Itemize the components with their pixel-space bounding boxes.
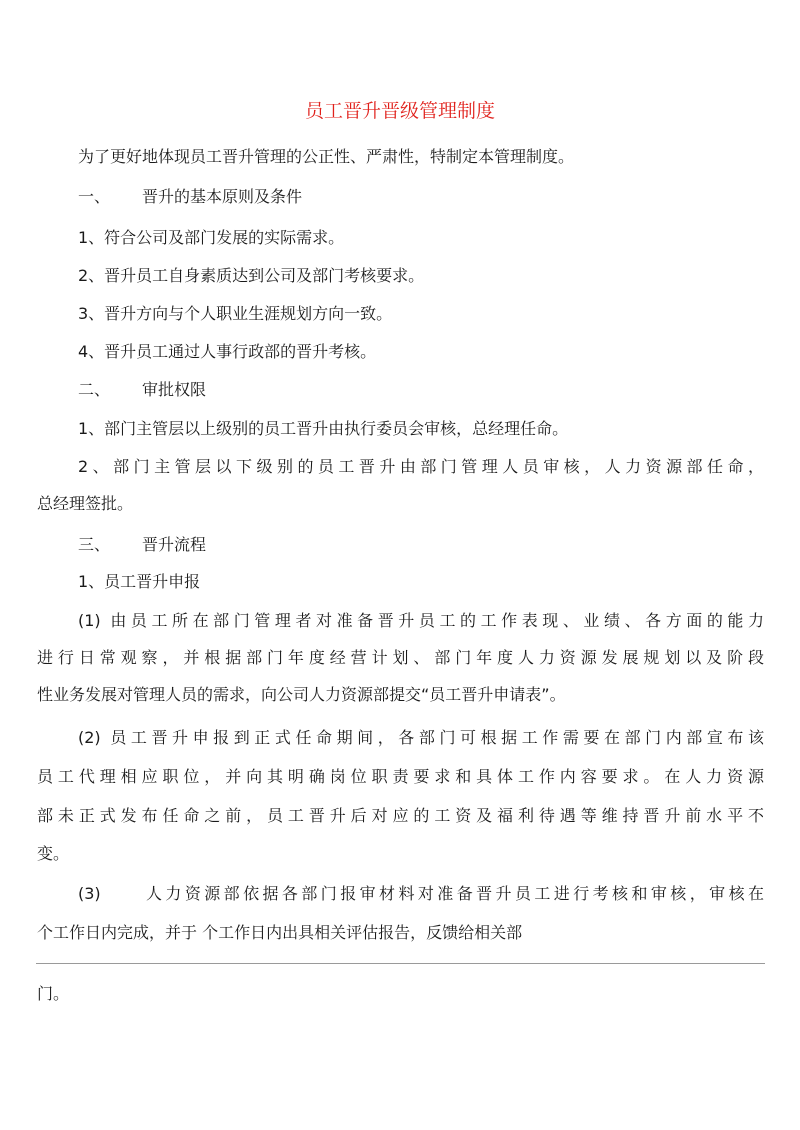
section-number: 三、 [78,535,111,554]
list-item: 2、晋升员工自身素质达到公司及部门考核要求。 [78,266,425,285]
list-item: 3、晋升方向与个人职业生涯规划方向一致。 [78,304,393,323]
paragraph-line: 变。 [37,844,70,863]
intro-paragraph: 为了更好地体现员工晋升管理的公正性、严肃性，特制定本管理制度。 [78,147,575,166]
document-title: 员工晋升晋级管理制度 [304,100,495,122]
item-text: 人力资源部依据各部门报审材料对准备晋升员工进行考核和审核，审核在 [146,884,764,903]
paragraph-line: (1) 由员工所在部门管理者对准备晋升员工的工作表现、业绩、各方面的能力 [78,611,764,630]
list-item: 1、符合公司及部门发展的实际需求。 [78,228,345,247]
paragraph-line: 2、部门主管层以下级别的员工晋升由部门管理人员审核，人力资源部任命， [78,457,764,476]
section-title: 审批权限 [142,380,207,399]
section-number: 一、 [78,187,111,206]
paragraph-line: 部未正式发布任命之前，员工晋升后对应的工资及福利待遇等维持晋升前水平不 [37,806,764,825]
item-number: (3) [78,884,101,903]
paragraph-line: 进行日常观察，并根据部门年度经营计划、部门年度人力资源发展规划以及阶段 [37,648,764,667]
page-divider [36,963,765,964]
paragraph-line: 性业务发展对管理人员的需求，向公司人力资源部提交“员工晋升申请表”。 [37,685,566,704]
paragraph-line: 总经理签批。 [37,494,134,513]
paragraph-line: (2) 员工晋升申报到正式任命期间，各部门可根据工作需要在部门内部宣布该 [78,728,764,747]
section-title: 晋升的基本原则及条件 [142,187,303,206]
subsection-heading: 1、员工晋升申报 [78,572,201,591]
paragraph-line: 个工作日内完成，并于 个工作日内出具相关评估报告，反馈给相关部 [37,923,523,942]
paragraph-line: 门。 [37,984,70,1003]
paragraph-line: 员工代理相应职位，并向其明确岗位职责要求和具体工作内容要求。在人力资源 [37,767,764,786]
list-item: 4、晋升员工通过人事行政部的晋升考核。 [78,342,377,361]
list-item: 1、部门主管层以上级别的员工晋升由执行委员会审核，总经理任命。 [78,419,569,438]
section-title: 晋升流程 [142,535,207,554]
section-number: 二、 [78,380,111,399]
